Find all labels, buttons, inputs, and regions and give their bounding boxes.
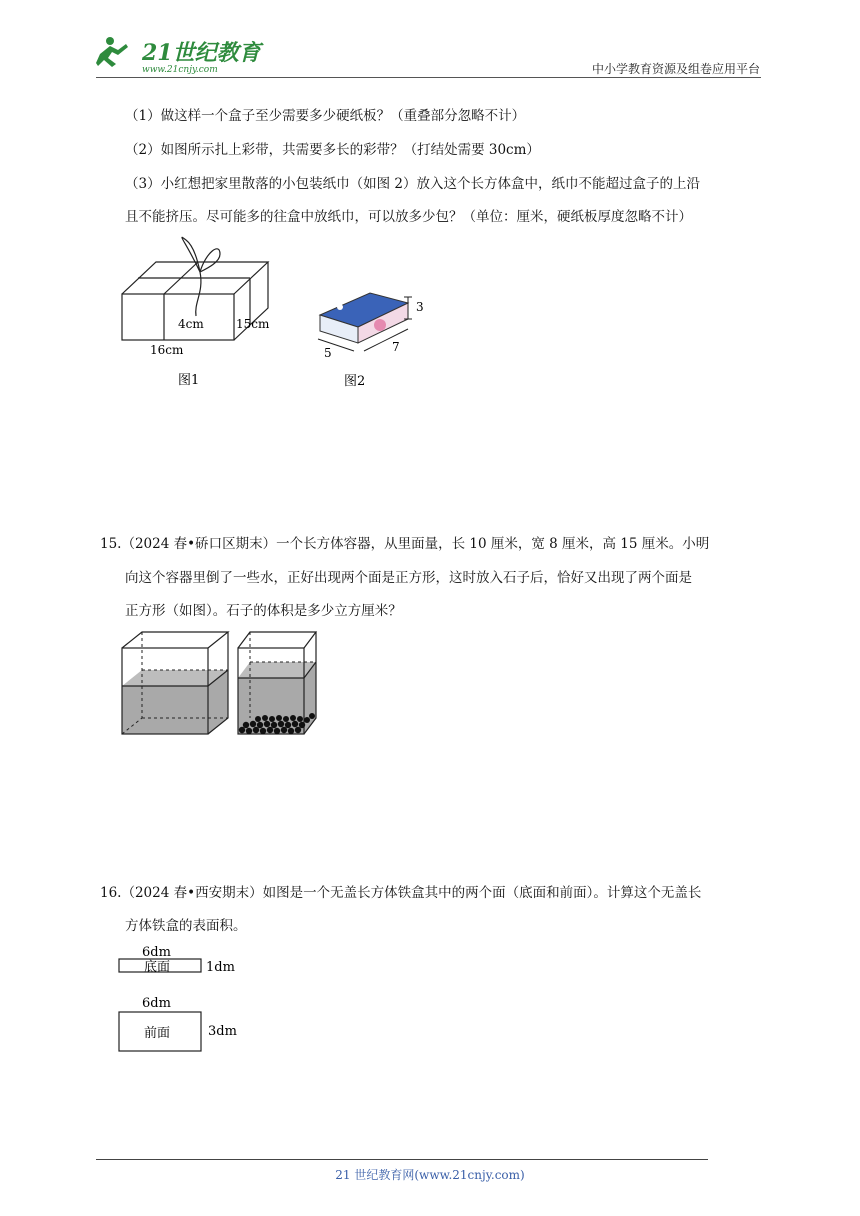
q14-part3-line2: 且不能挤压。尽可能多的往盒中放纸巾，可以放多少包？（单位：厘米，硬纸板厚度忽略不计） [125,209,692,225]
header-divider [96,77,761,78]
fig1-dim-width: 4cm [178,317,204,331]
logo-url: www.21cnjy.com [142,65,218,75]
q16-line1: 16.（2024 春•西安期末）如图是一个无盖长方体铁盒其中的两个面（底面和前面）。计算这个无盖长 [100,885,702,901]
fig1-dim-height: 15cm [236,317,270,331]
runner-icon [96,37,128,67]
fig2-dim-height: 3 [416,300,424,314]
fig1-caption: 图1 [178,373,200,388]
front-face-height: 3dm [208,1024,237,1039]
fig2-dim-width: 5 [324,346,332,360]
q15-line1: 15.（2024 春•硚口区期末）一个长方体容器，从里面量，长 10 厘米，宽 8 厘米，高 15 厘米。小明 [100,536,710,552]
containers-figure [118,628,328,740]
footer-text[interactable]: 21 世纪教育网(www.21cnjy.com) [335,1168,525,1182]
bottom-face-width: 6dm [142,945,171,960]
q16-line2: 方体铁盒的表面积。 [125,918,247,934]
fig2-dim-length: 7 [392,340,400,354]
tissue-pack-figure [310,285,440,393]
q14-part1: （1）做这样一个盒子至少需要多少硬纸板？（重叠部分忽略不计） [125,108,526,124]
front-face-width: 6dm [142,996,171,1011]
bottom-face-label: 底面 [144,960,171,975]
q15-line3: 正方形（如图）。石子的体积是多少立方厘米？ [125,603,402,619]
footer-divider [96,1159,708,1160]
q14-part3-line1: （3）小红想把家里散落的小包装纸巾（如图 2）放入这个长方体盒中，纸巾不能超过盒子的上沿 [125,176,700,192]
gift-box-figure [116,232,286,392]
bottom-face-height: 1dm [206,960,235,975]
logo-text: 21世纪教育 [142,40,261,66]
container-after [238,632,316,734]
container-before [122,632,228,734]
fig2-caption: 图2 [344,374,366,389]
platform-name: 中小学教育资源及组卷应用平台 [591,62,760,76]
q15-line2: 向这个容器里倒了一些水，正好出现两个面是正方形，这时放入石子后，恰好又出现了两个面是 [125,570,692,586]
box-faces-figure [112,940,252,1060]
front-face-label: 前面 [144,1026,171,1041]
q14-part2: （2）如图所示扎上彩带，共需要多长的彩带？（打结处需要 30cm） [125,142,540,158]
site-logo [96,34,266,78]
fig1-dim-length: 16cm [150,343,184,357]
